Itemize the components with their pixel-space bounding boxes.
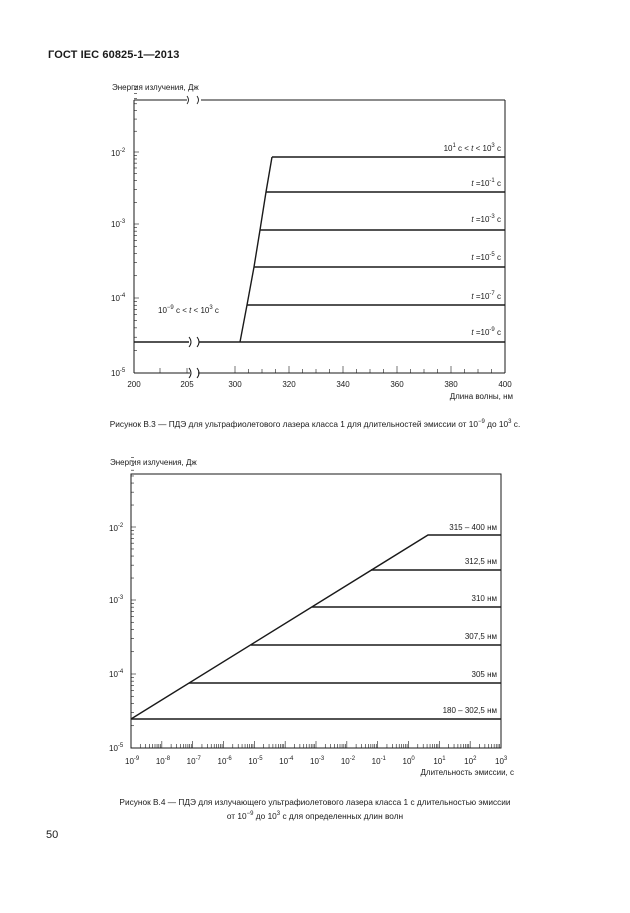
figure-b4-y-minor-ticks	[131, 457, 136, 748]
caption-text: до 10	[484, 418, 509, 429]
figure-b4-line-label: 180 – 302,5 нм	[442, 706, 497, 715]
figure-b4-xtick-label: $10^{-3}$	[310, 756, 325, 766]
figure-b4-ytick-label: $10^{-5}$	[109, 743, 124, 753]
figure-b3-ytick-label: $10^{-4}$	[111, 293, 126, 303]
caption-text: с для определенных длин волн	[280, 810, 404, 821]
figure-b4-line-label: 310 нм	[471, 594, 497, 603]
figure-b4-line-label: 315 – 400 нм	[449, 523, 497, 532]
figure-b4-line-label: 307,5 нм	[464, 632, 497, 641]
caption-text: Рисунок В.3 — ПДЭ для ультрафиолетового лазера класса 1 для длительностей эмиссии от 10	[109, 418, 478, 429]
figure-b4-xtick-label: $10^{-8}$	[155, 756, 171, 766]
figure-b4-xtick-label: $10^{-4}$	[279, 756, 294, 766]
figure-b3-xtick-label: 360	[390, 380, 404, 389]
figure-b4-caption-line: Рисунок В.4 — ПДЭ для излучающего ультрафиолетового лазера класса 1 с длительностью эмиссии	[119, 797, 511, 807]
figure-b4-caption-line	[0, 808, 630, 822]
caption-text: от 10	[226, 810, 247, 821]
figure-b3-line-label: $t =10^{-1}$ с	[471, 178, 501, 188]
caption-exponent: 3	[508, 419, 512, 425]
figure-b4-ytick-label: $10^{-2}$	[109, 523, 124, 533]
caption-exponent: −9	[478, 419, 485, 425]
figure-b3-low-range-label: $10^{-9}$ $с < t < 10^3$ с	[158, 305, 219, 315]
figure-b3-xtick-label: 400	[498, 380, 512, 389]
figure-b4-xtick-label: $10^{-2}$	[340, 756, 356, 766]
figure-b3-xtick-label: 320	[282, 380, 296, 389]
figure-b3-line-label: $t =10^{-7}$ с	[471, 291, 501, 301]
caption-exponent: 3	[276, 811, 281, 817]
figure-b4-xtick-label: $10^{-7}$	[186, 756, 201, 766]
figure-b3-ylabel: Энергия излучения, Дж	[112, 83, 199, 92]
figure-b4-xlabel: Длительность эмиссии, с	[420, 768, 514, 777]
figure-b4-x-tick-labels	[125, 756, 508, 766]
figure-b4-xtick-label: $10^2$	[464, 756, 477, 766]
figure-b4-line-label: 305 нм	[471, 670, 497, 679]
figure-b3-xlabel: Длина волны, нм	[449, 392, 513, 401]
figure-b3-xtick-label: 200	[127, 380, 141, 389]
caption-text: с.	[511, 418, 521, 429]
figure-b4-xtick-label: $10^{-6}$	[217, 756, 232, 766]
figure-b4-ytick-label: $10^{-3}$	[109, 595, 124, 605]
figure-b4-xtick-label: $10^1$	[433, 756, 446, 766]
figure-b3-line-label: $t =10^{-5}$ с	[471, 252, 501, 262]
figure-b4-plot	[131, 535, 501, 719]
figure-b4-xtick-label: $10^{-9}$	[125, 756, 140, 766]
figure-b4-ylabel: Энергия излучения, Дж	[110, 458, 197, 467]
figure-b4-ytick-label: $10^{-4}$	[109, 669, 124, 679]
figure-b4-xtick-label: $10^{-1}$	[371, 756, 386, 766]
figure-b4-xtick-label: $10^{-5}$	[248, 756, 263, 766]
figure-b3-line-label: $t =10^{-9}$ с	[471, 327, 501, 337]
figure-b3-ytick-label: $10^{-2}$	[111, 148, 126, 158]
figure-b3-top-range-label: $10^1$ $с < t < 10^3$ с	[443, 143, 501, 153]
figure-b4-x-minor-ticks	[131, 741, 501, 748]
document-header: ГОСТ IEC 60825-1—2013	[48, 49, 180, 61]
caption-exponent: −9	[246, 811, 254, 817]
figure-b4-xtick-label: $10^0$	[402, 756, 415, 766]
figure-b4-line-label: 312,5 нм	[464, 557, 497, 566]
figure-b4-caption	[0, 796, 630, 822]
figure-b3-ytick-label: $10^{-3}$	[111, 219, 126, 229]
figure-b4-line-315-400	[131, 535, 501, 719]
figure-b3-xtick-label: 300	[228, 380, 242, 389]
figure-b3-xtick-label: 380	[444, 380, 458, 389]
figure-b4-xtick-label: $10^3$	[495, 756, 508, 766]
page-number: 50	[46, 829, 59, 841]
caption-text: до 10	[253, 810, 277, 821]
figure-b3-xtick-label: 205	[180, 380, 194, 389]
figure-b3-ytick-label: $10^{-5}$	[111, 368, 126, 378]
figure-b3-xtick-label: 340	[336, 380, 350, 389]
figure-b3-line-label: $t =10^{-3}$ с	[471, 214, 501, 224]
